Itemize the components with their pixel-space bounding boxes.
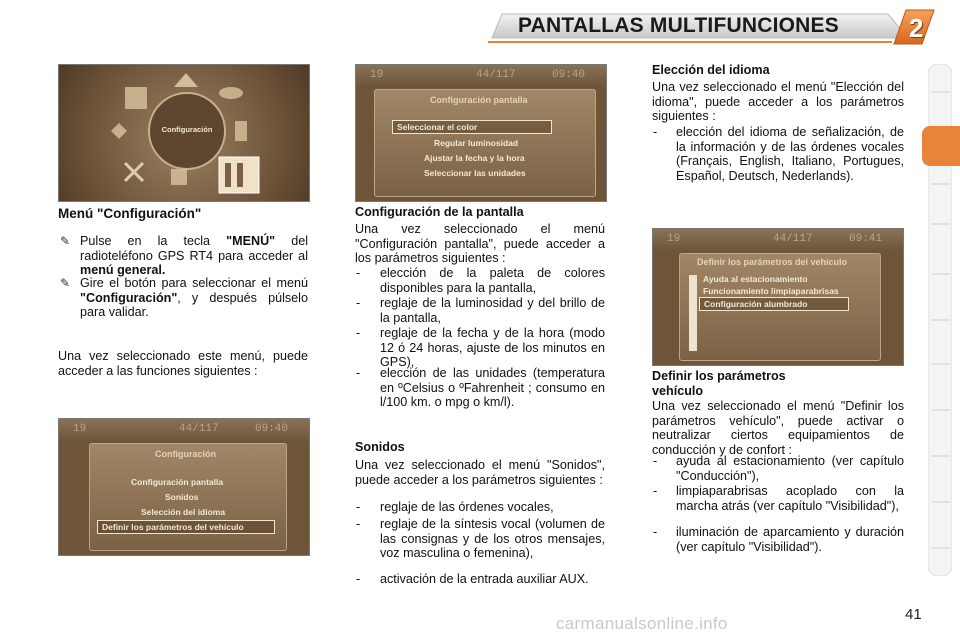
menu-item[interactable]: Definir los parámetros del vehículo xyxy=(97,520,275,534)
menu-item[interactable]: Regular luminosidad xyxy=(434,138,519,148)
list-item: activación de la entrada auxiliar AUX. xyxy=(380,572,589,586)
pantalla-heading: Configuración de la pantalla xyxy=(355,205,524,219)
list-item: iluminación de aparcamiento y duración (ver capítulo "Visibilidad"). xyxy=(676,525,904,554)
menu-configuracion-heading: Menú "Configuración" xyxy=(58,206,202,221)
list-item: reglaje de las órdenes vocales, xyxy=(380,500,554,514)
watermark: carmanualsonline.info xyxy=(556,614,728,633)
sonidos-heading: Sonidos xyxy=(355,440,405,454)
list-dash: - xyxy=(356,326,361,340)
menu-item[interactable]: Funcionamiento limpiaparabrisas xyxy=(703,286,839,296)
menu-item[interactable]: Selección del idioma xyxy=(141,507,226,517)
menu-title: Configuración pantalla xyxy=(430,95,528,105)
vehiculo-paragraph: Una vez seleccionado el menú "Definir los parámetros vehículo", puede activar o neutralizar ciertos equipamientos de conducción y de confort : xyxy=(652,399,904,457)
page-title: PANTALLAS MULTIFUNCIONES xyxy=(518,14,839,37)
list-dash: - xyxy=(653,454,658,468)
menu-item[interactable]: Configuración pantalla xyxy=(131,477,224,487)
idioma-heading: Elección del idioma xyxy=(652,63,770,77)
list-dash: - xyxy=(653,484,658,498)
list-item: elección del idioma de señalización, de la información y de las órdenes vocales (Français, English, Italiano, Portugues, Español, Deutsch, Nederlands). xyxy=(676,125,904,183)
configuracion-screenshot xyxy=(58,418,310,556)
pen-icon: ✎ xyxy=(60,234,71,248)
menu-item[interactable]: Seleccionar las unidades xyxy=(424,168,526,178)
list-item: limpiaparabrisas acoplado con la marcha atrás (ver capítulo "Visibilidad"), xyxy=(676,484,904,513)
status-bar: 19 44/117 09:41 xyxy=(653,229,903,251)
menu-item[interactable]: Sonidos xyxy=(165,492,199,502)
list-dash: - xyxy=(356,366,361,380)
list-dash: - xyxy=(356,572,361,586)
list-item: ayuda al estacionamiento (ver capítulo "Conducción"), xyxy=(676,454,904,483)
menu-item[interactable]: Ajustar la fecha y la hora xyxy=(424,153,525,163)
pantalla-paragraph: Una vez seleccionado el menú "Configuración pantalla", puede acceder a los parámetros siguientes : xyxy=(355,222,605,265)
idioma-paragraph: Una vez seleccionado el menú "Elección del idioma", puede acceder a los parámetros siguientes : xyxy=(652,80,904,123)
vehiculo-heading: Definir los parámetros vehículo xyxy=(652,369,786,398)
list-dash: - xyxy=(356,517,361,531)
instruction-2: Gire el botón para seleccionar el menú "Configuración", y después púlselo para validar. xyxy=(80,276,308,319)
list-item: elección de la paleta de colores disponibles para la pantalla, xyxy=(380,266,605,295)
list-item: reglaje de la síntesis vocal (volumen de las consignas y de los otros mensajes, voz masculina o femenina), xyxy=(380,517,605,560)
chapter-number: 2 xyxy=(909,13,924,43)
list-dash: - xyxy=(653,125,658,139)
list-dash: - xyxy=(356,296,361,310)
chapter-tab-active[interactable] xyxy=(922,126,960,166)
intro-paragraph: Una vez seleccionado este menú, puede acceder a las funciones siguientes : xyxy=(58,349,308,378)
menu-item[interactable]: Seleccionar el color xyxy=(392,120,552,134)
list-item: reglaje de la fecha y de la hora (modo 12 ó 24 horas, ajuste de los minutos en GPS), xyxy=(380,326,605,369)
pantalla-screenshot xyxy=(355,64,607,202)
page-number: 41 xyxy=(905,606,922,623)
menu-item[interactable]: Configuración alumbrado xyxy=(699,297,849,311)
status-bar: 19 44/117 09:40 xyxy=(356,65,606,87)
pen-icon: ✎ xyxy=(60,276,71,290)
list-dash: - xyxy=(653,525,658,539)
vehiculo-screenshot xyxy=(652,228,904,366)
list-dash: - xyxy=(356,266,361,280)
list-dash: - xyxy=(356,500,361,514)
wheel-center-label: Configuración xyxy=(161,125,213,134)
menu-title: Configuración xyxy=(155,449,216,459)
list-item: reglaje de la luminosidad y del brillo de la pantalla, xyxy=(380,296,605,325)
config-wheel-screenshot xyxy=(58,64,310,202)
list-item: elección de las unidades (temperatura en ºCelsius o ºFahrenheit ; consumo en l/100 km. o mpg o km/l). xyxy=(380,366,605,409)
menu-title: Definir los parámetros del vehículo xyxy=(697,257,848,267)
menu-item[interactable]: Ayuda al estacionamiento xyxy=(703,274,808,284)
instruction-1: Pulse en la tecla "MENÚ" del radioteléfono GPS RT4 para acceder al menú general. xyxy=(80,234,308,277)
status-bar: 19 44/117 09:40 xyxy=(59,419,309,441)
scrollbar[interactable] xyxy=(689,275,697,351)
sonidos-paragraph: Una vez seleccionado el menú "Sonidos", puede acceder a los parámetros siguientes : xyxy=(355,458,605,487)
